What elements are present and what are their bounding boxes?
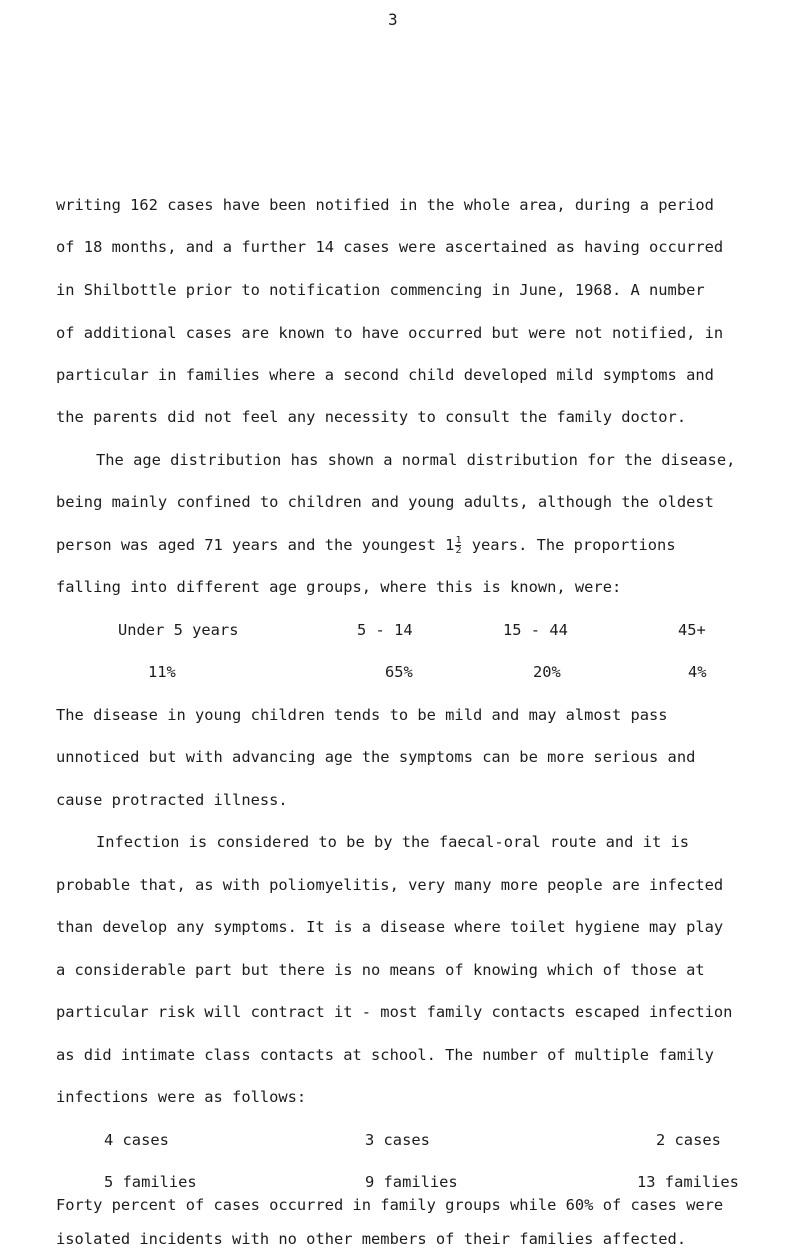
- age-header: 5 - 14: [357, 621, 413, 639]
- age-percentage: 65%: [385, 663, 413, 681]
- text-line: particular in families where a second child developed mild symptoms and: [56, 366, 714, 384]
- page-number: 3: [388, 10, 398, 29]
- cases-count: 2 cases: [656, 1131, 721, 1149]
- text-line: a considerable part but there is no means of knowing which of those at: [56, 961, 705, 979]
- text-line: The disease in young children tends to be mild and may almost pass: [56, 706, 668, 724]
- fraction-denominator: 2: [455, 545, 462, 556]
- text-line: in Shilbottle prior to notification commencing in June, 1968. A number: [56, 281, 705, 299]
- text-line: Forty percent of cases occurred in family groups while 60% of cases were: [56, 1196, 724, 1214]
- text-line: Infection is considered to be by the faecal-oral route and it is: [96, 833, 690, 851]
- age-header: 45+: [678, 621, 706, 639]
- fraction-one-half: [455, 536, 461, 555]
- text-fragment: person was aged 71 years and the youngest 1: [56, 536, 455, 554]
- text-line: particular risk will contract it - most family contacts escaped infection: [56, 1003, 733, 1021]
- text-line: probable that, as with poliomyelitis, very many more people are infected: [56, 876, 724, 894]
- age-percentage: 20%: [533, 663, 561, 681]
- age-percentage: 11%: [148, 663, 176, 681]
- text-line-with-fraction: [56, 536, 676, 555]
- cases-count: 3 cases: [365, 1131, 430, 1149]
- text-line: the parents did not feel any necessity to consult the family doctor.: [56, 408, 687, 426]
- families-count: 5 families: [104, 1173, 197, 1191]
- text-line: of additional cases are known to have occurred but were not notified, in: [56, 324, 724, 342]
- text-line: unnoticed but with advancing age the symptoms can be more serious and: [56, 748, 696, 766]
- text-line: infections were as follows:: [56, 1088, 307, 1106]
- text-line: than develop any symptoms. It is a disease where toilet hygiene may play: [56, 918, 724, 936]
- age-header: 15 - 44: [503, 621, 568, 639]
- text-line: writing 162 cases have been notified in the whole area, during a period: [56, 196, 714, 214]
- text-fragment: years. The proportions: [462, 536, 676, 554]
- families-count: 13 families: [637, 1173, 739, 1191]
- text-line: being mainly confined to children and young adults, although the oldest: [56, 493, 714, 511]
- age-percentage: 4%: [688, 663, 707, 681]
- families-count: 9 families: [365, 1173, 458, 1191]
- text-line: isolated incidents with no other members of their families affected.: [56, 1230, 687, 1248]
- text-line: of 18 months, and a further 14 cases were ascertained as having occurred: [56, 238, 724, 256]
- text-line: cause protracted illness.: [56, 791, 288, 809]
- text-line: The age distribution has shown a normal distribution for the disease,: [96, 451, 736, 469]
- age-header: Under 5 years: [118, 621, 239, 639]
- text-line: falling into different age groups, where this is known, were:: [56, 578, 622, 596]
- text-line: as did intimate class contacts at school. The number of multiple family: [56, 1046, 714, 1064]
- cases-count: 4 cases: [104, 1131, 169, 1149]
- fraction-numerator: 1: [455, 535, 462, 546]
